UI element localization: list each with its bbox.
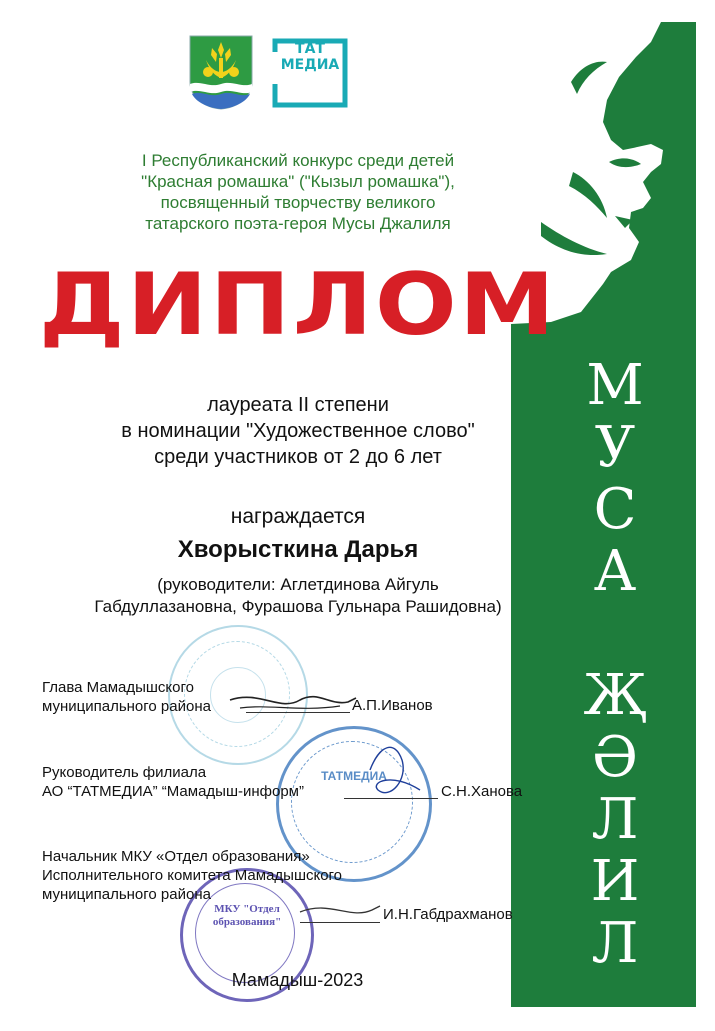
place-and-year: Мамадыш-2023 [231,970,364,990]
signature-line [344,798,438,799]
signatory-position [42,678,211,716]
position-line: Начальник МКУ «Отдел образования» [42,848,310,865]
signatory-name: А.П.Иванов [352,697,433,714]
signatory-name: С.Н.Ханова [441,783,523,800]
signature-line [246,712,350,713]
side-letter: М [586,353,644,418]
intro-line: татарского поэта-героя Мусы Джалиля [145,214,451,233]
intro-line: посвященный творчеству великого [160,193,436,212]
side-letter: Ә [592,725,638,790]
side-letter: Л [591,787,639,852]
leaders-line: (руководители: Аглетдинова Айгуль [157,575,439,594]
awarded-label: награждается [230,505,366,528]
position-line: АО “ТАТМЕДИА” “Мамадыш-информ” [42,783,304,800]
position-line: Глава Мамадышского [42,679,194,696]
position-line: Руководитель филиала [42,764,207,781]
position-line: Исполнительного комитета Мамадышского [42,867,343,884]
position-line: муниципального района [42,886,211,903]
intro-line: "Красная ромашка" ("Кызыл ромашка"), [141,172,455,191]
tatmedia-logo-line1: ТАТ [295,41,325,57]
recipient-name: Хворысткина Дарья [177,536,419,563]
education-stamp-line1: МКУ "Отдел [214,903,280,915]
signatory-position [42,847,342,904]
award-line: в номинации "Художественное слово" [121,420,475,442]
diploma-title: ДИПЛОМ [38,255,558,355]
education-stamp-line2: образования" [212,916,282,928]
side-letter: У [594,415,636,480]
side-letter: Җ [583,663,647,728]
side-letter: С [593,477,637,542]
tatmedia-logo-line2: МЕДИА [280,57,340,73]
leaders-line: Габдуллазановна, Фурашова Гульнара Рашидовна) [94,597,502,616]
side-letter: И [590,849,640,914]
intro-line: I Республиканский конкурс среди детей [141,151,455,170]
signature-line [300,922,380,923]
award-line: среди участников от 2 до 6 лет [154,446,442,468]
side-letter: А [593,539,637,604]
tatmedia-stamp-text: ТАТМЕДИА [321,769,387,783]
position-line: муниципального района [42,698,211,715]
signatory-name: И.Н.Габдрахманов [383,906,513,923]
signatory-position [42,763,304,801]
award-line: лауреата II степени [207,394,389,416]
side-letter: Л [591,911,639,976]
